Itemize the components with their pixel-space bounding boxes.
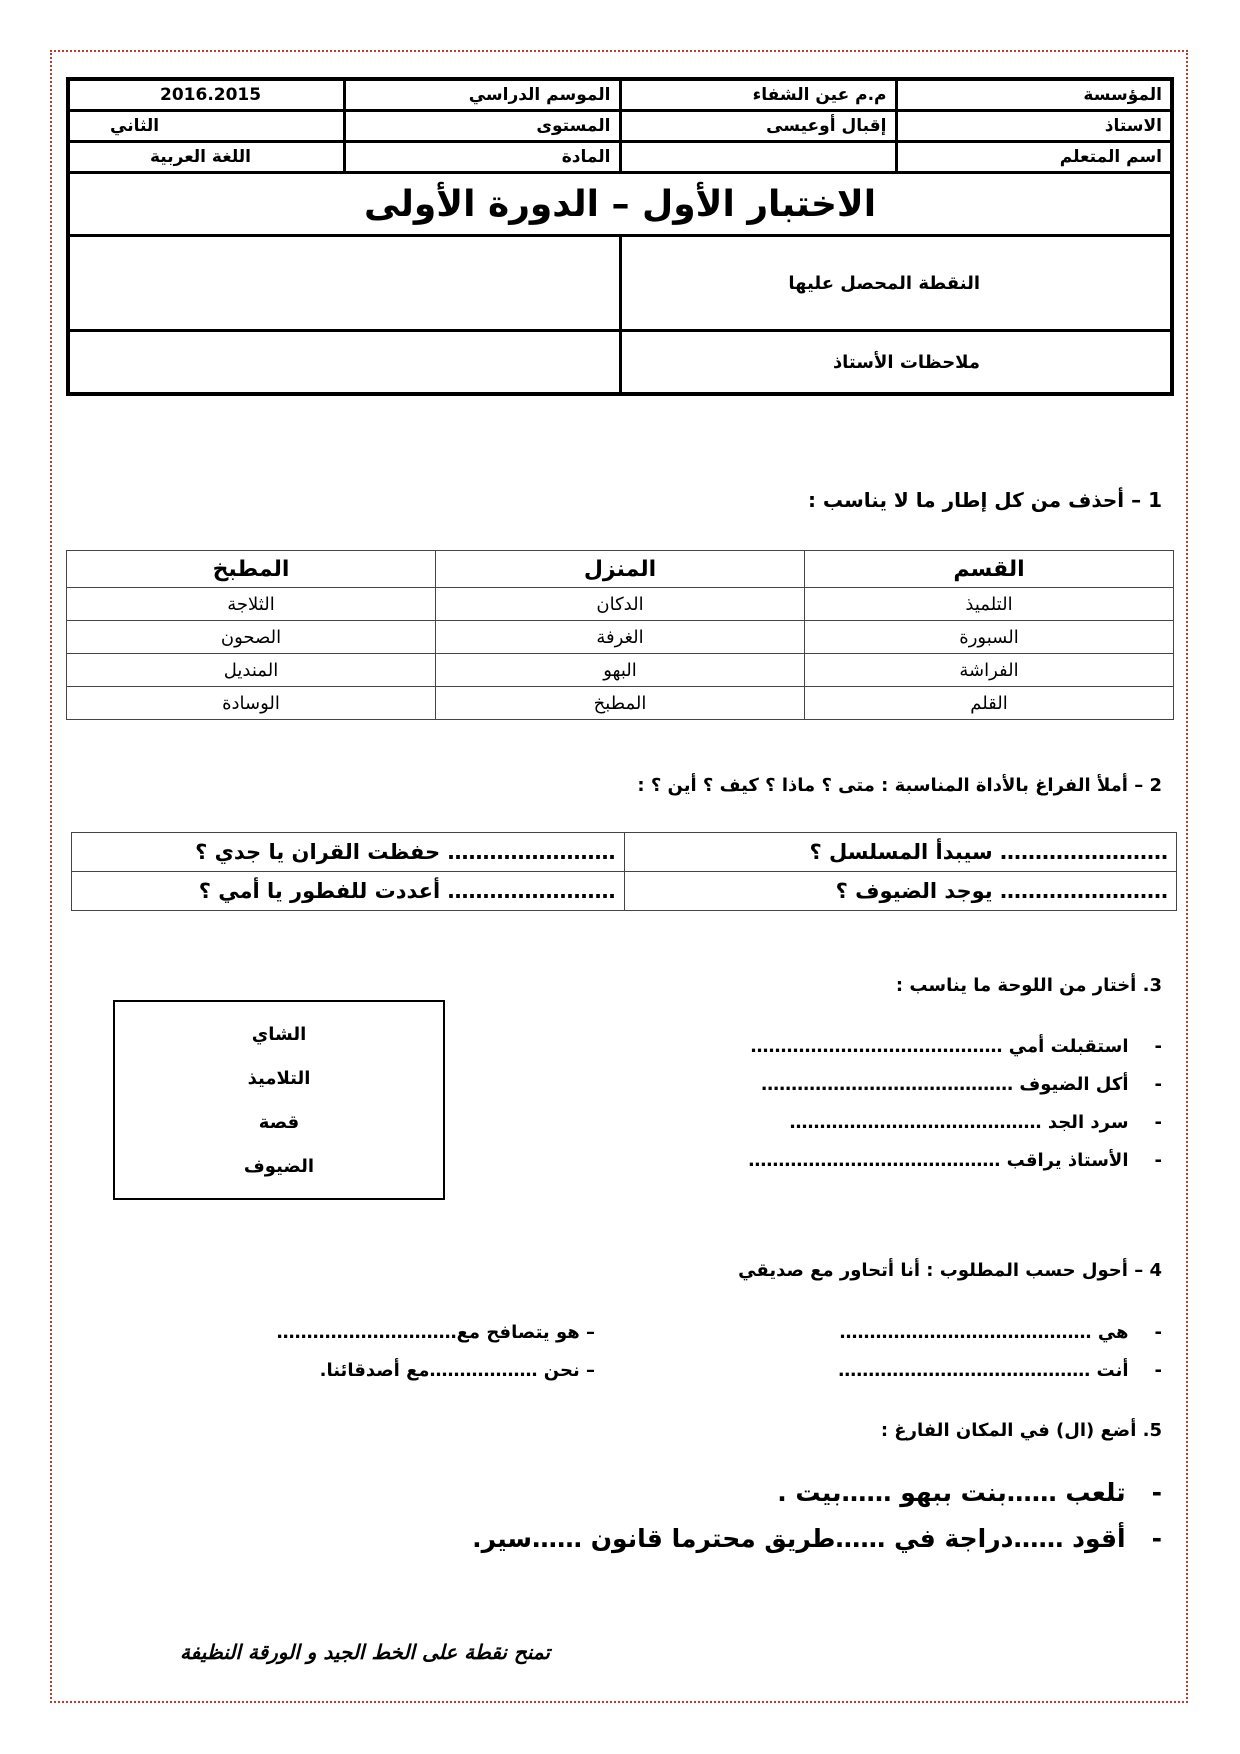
q3-item[interactable]	[751, 1036, 1162, 1057]
q1-cell[interactable]: المنديل	[67, 654, 436, 687]
q5-line-text: تلعب ……بنت ببهو ……بيت .	[777, 1478, 1126, 1507]
q5-line[interactable]	[472, 1524, 1162, 1553]
q1-col-header: المنزل	[436, 551, 805, 588]
q1-cell[interactable]: البهو	[436, 654, 805, 687]
bullet: -	[1154, 1074, 1162, 1095]
q2-cell[interactable]: …………………… أعددت للفطور يا أمي ؟	[72, 872, 625, 911]
q3-item[interactable]	[790, 1112, 1162, 1133]
q3-box-word: الضيوف	[243, 1155, 315, 1177]
season-value: 2016.2015	[68, 79, 344, 111]
q3-item-text: استقبلت أمي ……………………………………	[750, 1036, 1129, 1057]
student-name-field[interactable]	[620, 142, 896, 173]
q1-col-header: القسم	[805, 551, 1174, 588]
remarks-label: ملاحظات الأستاذ	[620, 331, 1172, 395]
q2-cell[interactable]: …………………… حفظت القران يا جدي ؟	[72, 833, 625, 872]
bullet: -	[1151, 1478, 1162, 1507]
q4-item[interactable]	[838, 1360, 1162, 1381]
score-field[interactable]	[68, 236, 620, 331]
q4-item[interactable]	[840, 1322, 1162, 1343]
student-label: اسم المتعلم	[896, 142, 1172, 173]
q4-item[interactable]: – هو يتصافح مع…………………………	[276, 1322, 595, 1343]
bullet: -	[1154, 1360, 1162, 1381]
q1-cell[interactable]: القلم	[805, 687, 1174, 720]
q5-line-text: أقود ……دراجة في ……طريق محترما قانون ……سير.	[472, 1524, 1126, 1553]
header-table	[66, 77, 1174, 396]
score-label: النقطة المحصل عليها	[620, 236, 1172, 331]
q3-item[interactable]	[761, 1074, 1162, 1095]
footer-note: تمنح نقطة على الخط الجيد و الورقة النظيفة	[179, 1640, 550, 1664]
level-label: المستوى	[344, 111, 620, 142]
q1-cell[interactable]: الصحون	[67, 621, 436, 654]
q1-cell[interactable]: الفراشة	[805, 654, 1174, 687]
q3-item-text: سرد الجد ……………………………………	[789, 1112, 1129, 1133]
q1-cell[interactable]: الثلاجة	[67, 588, 436, 621]
bullet: -	[1154, 1150, 1162, 1171]
q1-table	[66, 550, 1174, 720]
bullet: -	[1151, 1524, 1162, 1553]
q1-cell[interactable]: المطبخ	[436, 687, 805, 720]
season-label: الموسم الدراسي	[344, 79, 620, 111]
q1-title: 1 – أحذف من كل إطار ما لا يناسب :	[807, 488, 1162, 512]
teacher-label: الاستاذ	[896, 111, 1172, 142]
q3-title: 3. أختار من اللوحة ما يناسب :	[895, 975, 1162, 996]
q1-cell[interactable]: الوسادة	[67, 687, 436, 720]
q1-cell[interactable]: التلميذ	[805, 588, 1174, 621]
q3-box-word: التلاميذ	[247, 1067, 311, 1089]
q3-item-text: أكل الضيوف ……………………………………	[761, 1074, 1129, 1095]
q3-item[interactable]	[748, 1150, 1162, 1171]
q2-table	[71, 832, 1177, 911]
institution-value: م.م عين الشفاء	[620, 79, 896, 111]
q2-cell[interactable]: …………………… يوجد الضيوف ؟	[624, 872, 1177, 911]
q2-cell[interactable]: …………………… سيبدأ المسلسل ؟	[624, 833, 1177, 872]
q3-box-word: الشاي	[251, 1023, 307, 1045]
level-value: الثاني	[68, 111, 344, 142]
bullet: -	[1154, 1322, 1162, 1343]
institution-label: المؤسسة	[896, 79, 1172, 111]
exam-title: الاختبار الأول – الدورة الأولى	[68, 173, 1172, 236]
q3-box-word: قصة	[258, 1111, 300, 1133]
q3-word-box	[113, 1000, 445, 1200]
subject-label: المادة	[344, 142, 620, 173]
subject-value: اللغة العربية	[68, 142, 344, 173]
bullet: -	[1154, 1112, 1162, 1133]
q2-title: 2 – أملأ الفراغ بالأداة المناسبة : متى ؟ ماذا ؟ كيف ؟ أين ؟ :	[637, 775, 1162, 796]
q1-cell[interactable]: السبورة	[805, 621, 1174, 654]
bullet: -	[1154, 1036, 1162, 1057]
q4-item-text: هي ……………………………………	[839, 1322, 1129, 1343]
q5-line[interactable]	[777, 1478, 1162, 1507]
q4-item-text: أنت ……………………………………	[838, 1360, 1129, 1381]
q4-title: 4 – أحول حسب المطلوب : أنا أتحاور مع صديقي	[738, 1260, 1162, 1281]
q3-item-text: الأستاذ يراقب ……………………………………	[748, 1150, 1129, 1171]
q1-cell[interactable]: الغرفة	[436, 621, 805, 654]
remarks-field[interactable]	[68, 331, 620, 395]
teacher-value: إقبال أوعيسى	[620, 111, 896, 142]
q1-col-header: المطبخ	[67, 551, 436, 588]
q5-title: 5. أضع (ال) في المكان الفارغ :	[880, 1420, 1162, 1441]
q1-cell[interactable]: الدكان	[436, 588, 805, 621]
q4-item[interactable]: – نحن ………………مع أصدقائنا.	[319, 1360, 595, 1381]
